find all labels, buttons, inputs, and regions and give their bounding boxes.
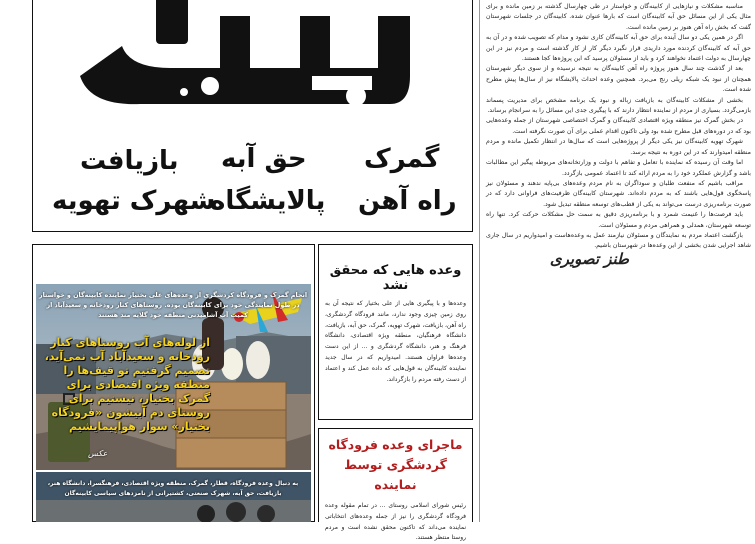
- headline-industrial-town: شهرک تهویه: [52, 186, 216, 216]
- photo-caption-top: انجام گمرک و فرودگاه کردشگری از وعده‌های علی بختیار نماینده کابینه‌گان و خواستار در طول نمایندگی خود برای کابینه‌گان بوده. روستاهای کنار رودخانه و سعیدآباد از کمیت آب آشامیدنی منطقه خود گلایه مند هستند: [38, 291, 308, 319]
- article-paragraph: مناسبه مشکلات و نیازهایی از کابینه‌گان و خواستار در طی چهارسال گذشته بر زمین مانده و برای مثال یکی از این مسائل حق آبه کابینه‌گان است که بارها عنوان شده. کابینه‌گان در جلسات شهرستان گفت که بخش راه آهن هنوز بر زمین مانده است.: [486, 3, 751, 31]
- article-box-unfulfilled-promises: [318, 244, 473, 420]
- article-paragraph: شهرک تهویه کابینه‌گان نیز یکی دیگر از پروژه‌هایی است که سال‌ها در انتظار تکمیل مانده و مردم منطقه امیدوارند که در این دوره به نتیجه برسد.: [486, 138, 751, 156]
- headline-refinery: پالایشگاه: [210, 186, 326, 216]
- headline-customs: گمرک: [364, 144, 440, 174]
- article-body: رئیس شورای اسلامی روستای ... در تمام مقوله وعده فرودگاه گردشگری را نیز از جمله وعده‌های انتخاباتی نماینده می‌داند که تاکنون محقق نشده است و مردم روستا منتظر هستند.: [325, 502, 466, 542]
- article-body: وعده‌ها و با پیگیری هایی از علی بختیار که نتیجه آن به روی زمین چیزی وجود ندارد، مانند فرودگاه گردشگری، راه آهن، بازیافت، شهرک تهویه، گمرک، حق آبه، بازیافت، دانشگاه فرهنگیان، منطقه ویژه اقتصادی، دانشگاه فرهنگ و هنر، دانشگاه گردشگری و ... از این دست وعده‌ها فراوان هستند. امیدواریم که در سال جدید نماینده کابینه‌گان به قول‌هایی که داده عمل کند و اعتماد از دست رفته مردم را بازگرداند.: [325, 300, 466, 383]
- headline-recycling: بازیافت: [80, 146, 179, 176]
- article-paragraph: در بخش گمرک نیز منطقه ویژه اقتصادی کابینه‌گان و گمرک اختصاصی شهرستان از جمله وعده‌هایی بود که در دوره‌های قبل مطرح شده بود ولی تاکنون اقدام عملی برای آن صورت نگرفته است.: [486, 117, 751, 135]
- newspaper-logo: [60, 0, 420, 116]
- photo-story-title: طنز تصویری: [549, 250, 629, 268]
- article-title: ماجرای وعده فرودگاه گردشگری توسط نماینده: [328, 437, 463, 492]
- article-paragraph: بازگشت اعتماد مردم به نمایندگان و مسئولان نیازمند عمل به وعده‌هاست و امیدواریم در سال جاری شاهد اجرایی شدن بخشی از این وعده‌ها در شهرستان باشیم.: [486, 231, 751, 250]
- photo-caption-bottom: به دنبال وعده فرودگاه، قطار، گمرک، منطقه ویژه اقتصادی، فرهنگسرا، دانشگاه هنر، بازیافت، حق آبه، شهرک صنعتی، کشتیرانی از نامزدهای سیاسی کابینه‌گان: [47, 480, 299, 497]
- article-title: وعده هایی که محقق نشد: [329, 263, 462, 293]
- article-paragraph: بخشی از مشکلات کابینه‌گان به بازیافت زباله و نبود یک برنامه مشخص برای مدیریت پسماند بازمی‌گردد. بسیاری از مردم از نماینده انتظار دارند که با پیگیری جدی این مسائل را به سرانجام برساند.: [486, 96, 751, 115]
- article-paragraph: اگر در همین یکی دو سال آینده برای حق آبه کابینه‌گان کاری نشود و مدام که تصویب شده و در آن به حق آبه که کابینه‌گان کردنده مورد داریدی قرار نگیرد دیگر کار از کار گذشته است و مردم نیز در این چهارسال به دولت اعتماد نخواهند کرد و باید از مسئولان پرسید که این پروژه‌ها کجا هستند.: [486, 34, 751, 63]
- article-paragraph: اما وقت آن رسیده که نماینده با تعامل و تفاهم با دولت و وزارتخانه‌های مربوطه پیگیر این مطالبات باشد و گزارش عملکرد خود را به مردم ارائه کند تا اعتماد عمومی بازگردد.: [486, 159, 751, 177]
- photo-signature: عکس: [88, 449, 108, 458]
- headline-railway: راه آهن: [358, 186, 457, 216]
- article-paragraph: مراقب باشیم که منفعت طلبان و سوداگران به نام مردم وعده‌های بی‌پایه ندهند و مسئولان نیز پاسخگوی قول‌هایی باشند که به مردم داده‌اند. شهرستان کابینه‌گان ظرفیت‌های فراوانی دارد که در صورت برنامه‌ریزی درست می‌تواند به یکی از قطب‌های توسعه منطقه تبدیل شود.: [486, 179, 751, 208]
- article-box-airport-promise: [318, 428, 473, 542]
- photo-caption-yellow: از لوله‌های آب روستاهای کنار رودخانه و سعیدآباد آب نمی‌آید، تصمیم گرفتیم تو قیف‌ها را منطقه ویژه اقتصادی برای گمرک بختیار، نیستیم برای روستای دم آبیشون «فرودگاه بختیار» سوار هواپیمایشیم: [44, 336, 210, 433]
- article-paragraph: باید فرصت‌ها را غنیمت شمرد و با برنامه‌ریزی دقیق به سمت حل مشکلات حرکت کرد. تنها راه توسعه شهرستان، همدلی و همراهی مردم و مسئولان است.: [486, 211, 751, 229]
- article-paragraph: بعد از گذشت چند سال هنوز پروژه راه آهن کابینه‌گان به نتیجه نرسیده و از سوی دیگر شهرستان همچنان از نبود یک شبکه ریلی رنج می‌برد. همچنین وعده احداث پالایشگاه نیز از سال‌ها پیش مطرح شده است.: [486, 65, 751, 94]
- headline-water-rights: حق آبه: [221, 144, 307, 174]
